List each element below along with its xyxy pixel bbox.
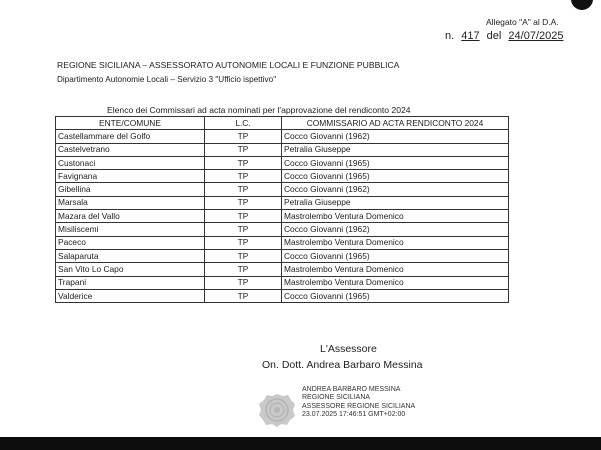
cell-lc: TP xyxy=(205,143,282,156)
cell-commissario: Mastrolembo Ventura Domenico xyxy=(282,210,509,223)
cell-lc: TP xyxy=(205,210,282,223)
cell-lc: TP xyxy=(205,170,282,183)
cell-commissario: Cocco Giovanni (1965) xyxy=(282,156,509,169)
table-row xyxy=(56,156,509,169)
cell-lc: TP xyxy=(205,276,282,289)
column-header-lc: L.C. xyxy=(205,117,282,130)
cell-ente: Castellammare del Golfo xyxy=(56,130,205,143)
digital-signature-seal-icon xyxy=(258,393,296,427)
cell-commissario: Mastrolembo Ventura Domenico xyxy=(282,276,509,289)
bottom-bar xyxy=(0,437,601,450)
cell-lc: TP xyxy=(205,183,282,196)
cell-commissario: Cocco Giovanni (1965) xyxy=(282,170,509,183)
cell-lc: TP xyxy=(205,236,282,249)
cell-commissario: Petralia Giuseppe xyxy=(282,143,509,156)
cell-lc: TP xyxy=(205,289,282,302)
signatory-title: L'Assessore xyxy=(320,343,377,355)
cell-ente: San Vito Lo Capo xyxy=(56,263,205,276)
cell-commissario: Cocco Giovanni (1962) xyxy=(282,130,509,143)
cell-commissario: Mastrolembo Ventura Domenico xyxy=(282,236,509,249)
header-line-2: Dipartimento Autonomie Locali – Servizio 3 "Ufficio ispettivo" xyxy=(57,75,277,84)
cell-lc: TP xyxy=(205,156,282,169)
cell-ente: Custonaci xyxy=(56,156,205,169)
number-prefix: n. xyxy=(445,30,455,42)
sig-line: ANDREA BARBARO MESSINA xyxy=(302,386,401,393)
cell-lc: TP xyxy=(205,263,282,276)
cell-ente: Misiliscemi xyxy=(56,223,205,236)
table-row xyxy=(56,183,509,196)
table-row xyxy=(56,223,509,236)
cell-lc: TP xyxy=(205,130,282,143)
cell-lc: TP xyxy=(205,196,282,209)
column-header-commissario: COMMISSARIO AD ACTA RENDICONTO 2024 xyxy=(282,117,509,130)
corner-badge-icon xyxy=(571,0,593,10)
table-row xyxy=(56,276,509,289)
table-row xyxy=(56,263,509,276)
signatory-name: On. Dott. Andrea Barbaro Messina xyxy=(262,359,423,371)
date-prefix: del xyxy=(486,30,502,42)
cell-commissario: Cocco Giovanni (1965) xyxy=(282,289,509,302)
commissioners-table xyxy=(55,116,509,303)
cell-ente: Paceco xyxy=(56,236,205,249)
cell-commissario: Cocco Giovanni (1965) xyxy=(282,249,509,262)
cell-commissario: Mastrolembo Ventura Domenico xyxy=(282,263,509,276)
table-row xyxy=(56,196,509,209)
header-line-1: REGIONE SICILIANA – ASSESSORATO AUTONOMIE LOCALI E FUNZIONE PUBBLICA xyxy=(57,60,400,70)
table-row xyxy=(56,170,509,183)
cell-ente: Castelvetrano xyxy=(56,143,205,156)
table-header-row xyxy=(56,117,509,130)
table-row xyxy=(56,130,509,143)
sig-line: REGIONE SICILIANA xyxy=(302,394,371,402)
table-caption: Elenco dei Commissari ad acta nominati per l'approvazione del rendiconto 2024 xyxy=(107,105,411,115)
decree-number: 417 xyxy=(461,30,480,42)
table-row xyxy=(56,143,509,156)
cell-lc: TP xyxy=(205,249,282,262)
cell-commissario: Cocco Giovanni (1962) xyxy=(282,223,509,236)
cell-ente: Marsala xyxy=(56,196,205,209)
cell-ente: Mazara del Vallo xyxy=(56,210,205,223)
digital-signature-block xyxy=(302,386,415,420)
sig-line: 23.07.2025 17:46:51 GMT+02:00 xyxy=(302,411,406,419)
cell-commissario: Petralia Giuseppe xyxy=(282,196,509,209)
cell-ente: Favignana xyxy=(56,170,205,183)
cell-ente: Trapani xyxy=(56,276,205,289)
allegato-label: Allegato "A" al D.A. xyxy=(486,17,559,27)
table-row xyxy=(56,236,509,249)
decree-number-line xyxy=(445,30,567,42)
cell-ente: Gibellina xyxy=(56,183,205,196)
cell-ente: Valderice xyxy=(56,289,205,302)
cell-commissario: Cocco Giovanni (1962) xyxy=(282,183,509,196)
table-row xyxy=(56,210,509,223)
cell-ente: Salaparuta xyxy=(56,249,205,262)
decree-date: 24/07/2025 xyxy=(508,30,564,42)
sig-line: ASSESSORE REGIONE SICILIANA xyxy=(302,402,416,410)
column-header-ente: ENTE/COMUNE xyxy=(56,117,205,130)
table-row xyxy=(56,289,509,302)
cell-lc: TP xyxy=(205,223,282,236)
table-row xyxy=(56,249,509,262)
